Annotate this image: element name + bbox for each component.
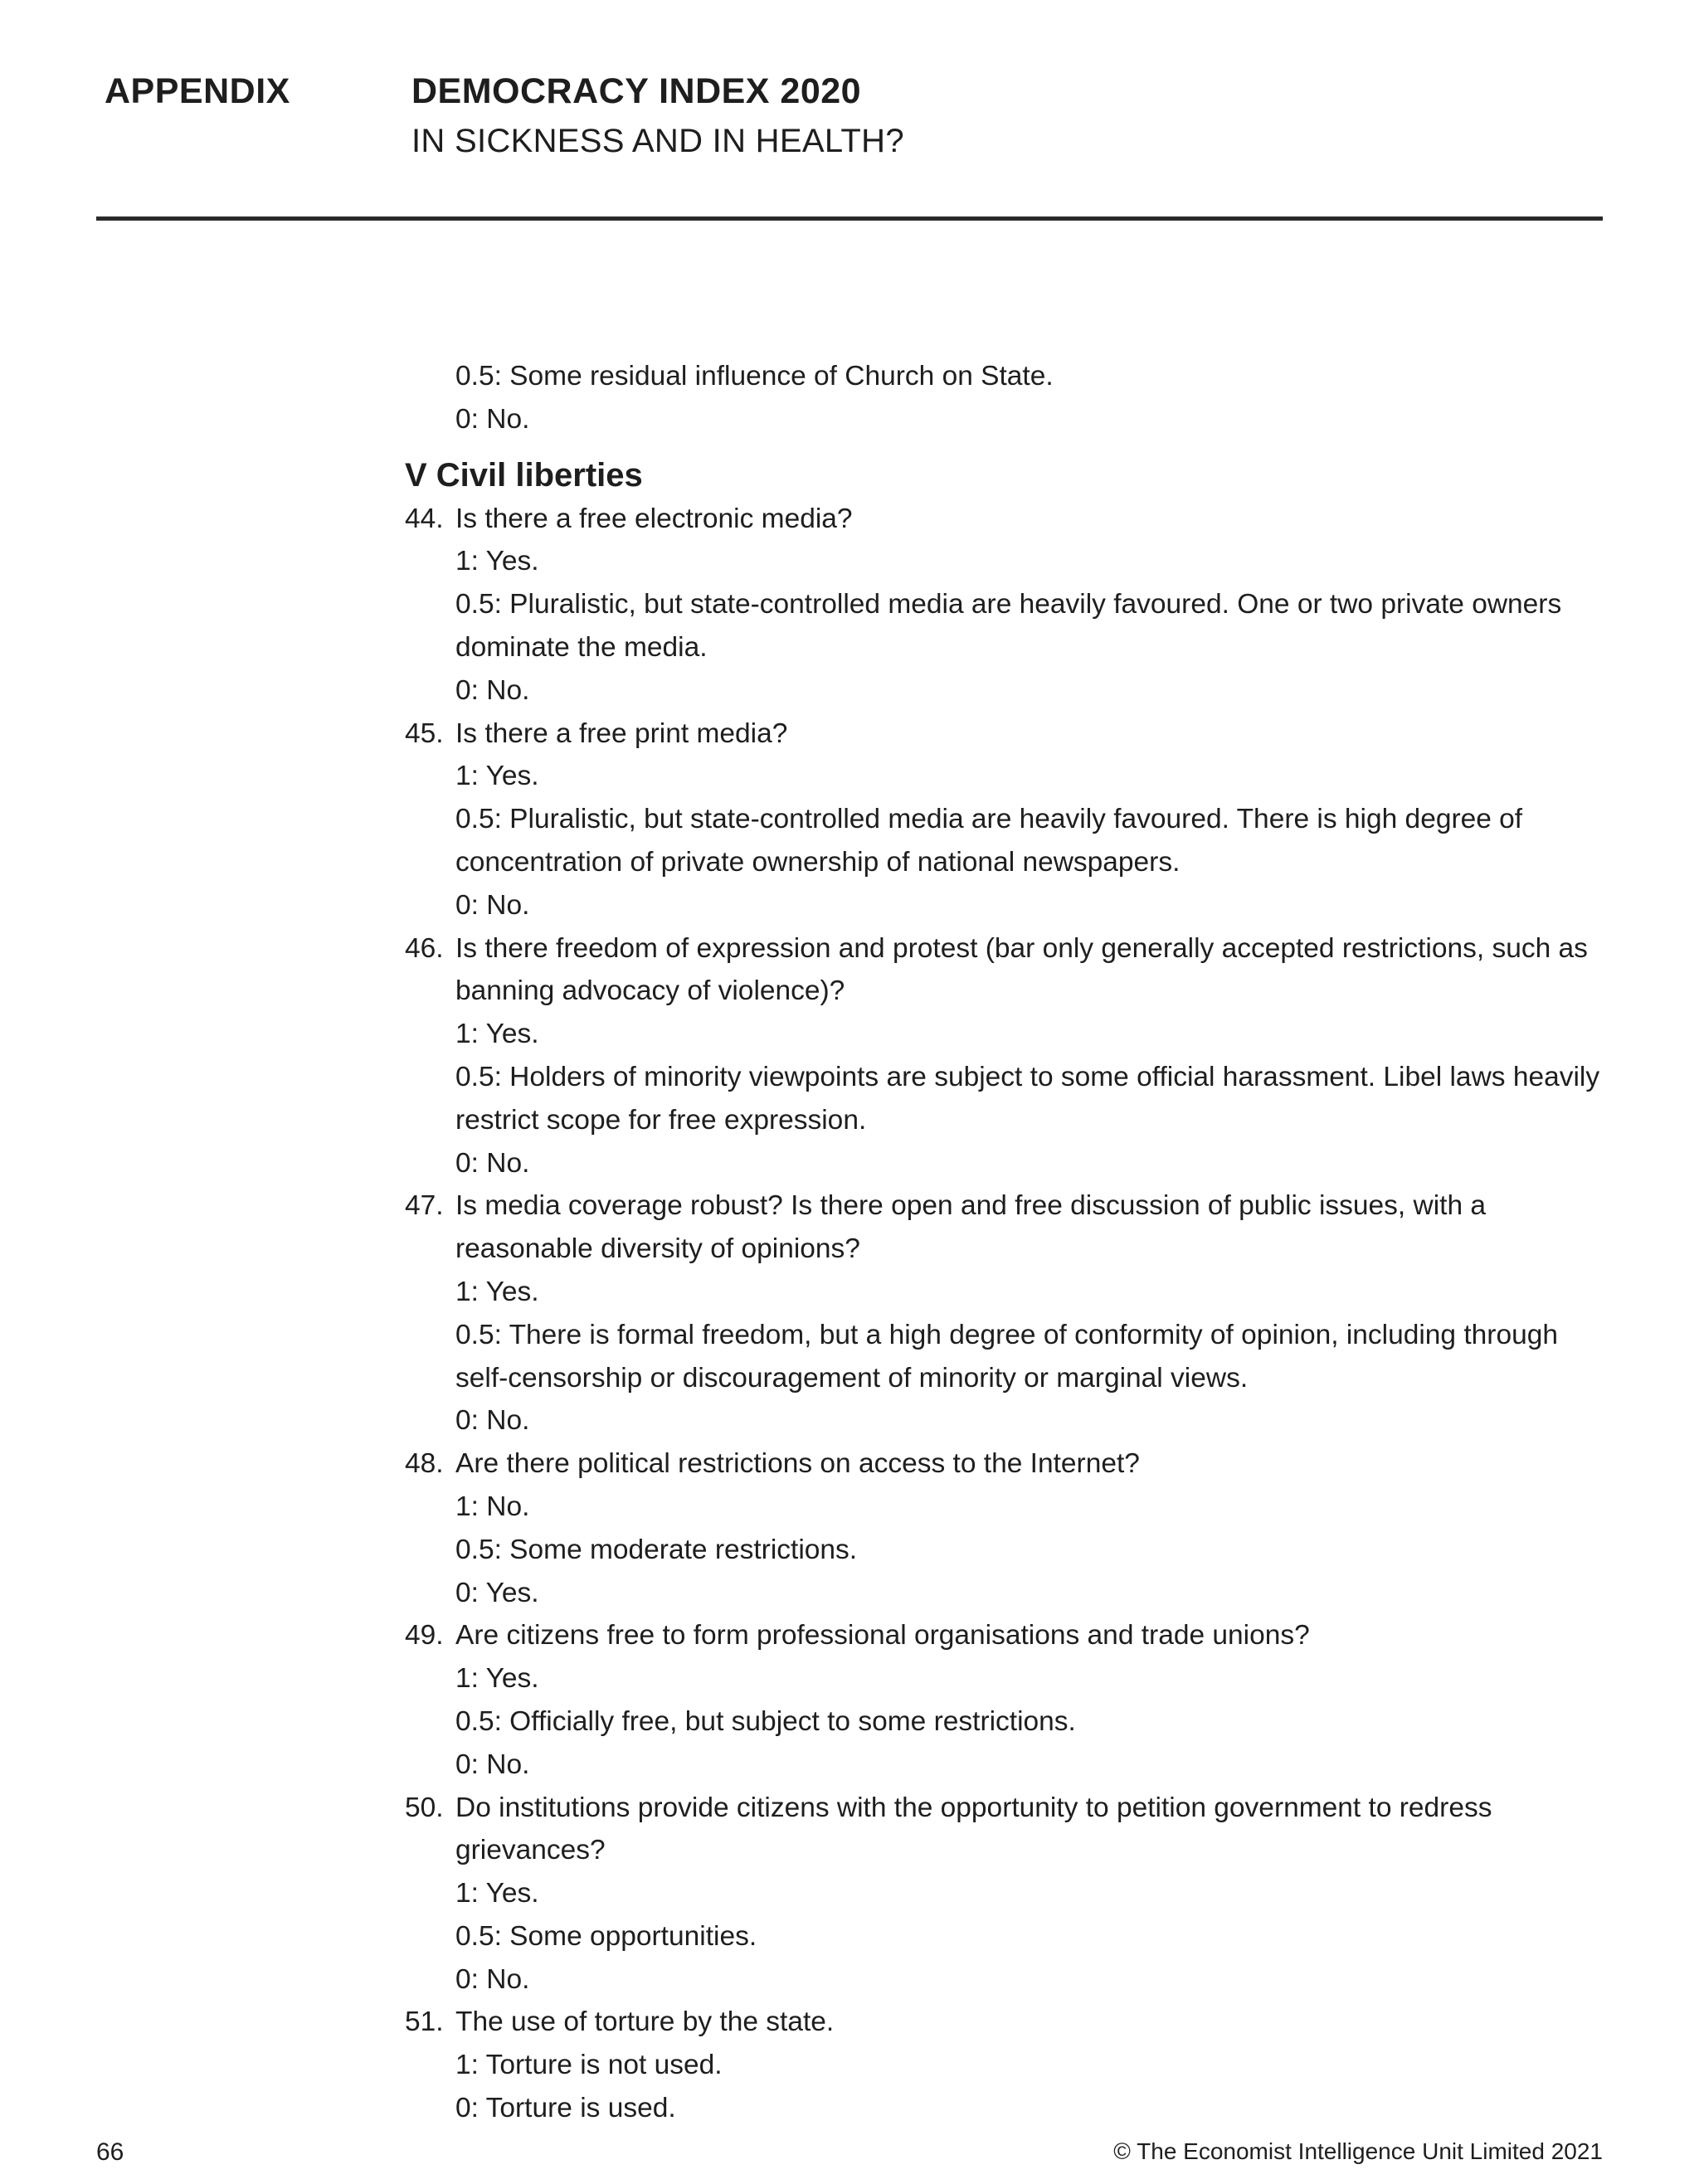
question-text: Is there a free electronic media? (455, 503, 853, 534)
answer-option: 0.5: Some moderate restrictions. (455, 1534, 858, 1565)
answer-option: 0.5: Pluralistic, but state-controlled media are heavily favoured. One or two private owners dominate the media. (455, 589, 1562, 663)
answer-option: 1: Yes. (455, 546, 539, 577)
question-item (405, 2001, 1608, 2044)
question-number: 44. (405, 503, 444, 534)
question-text: Are citizens free to form professional organisations and trade unions? (455, 1620, 1310, 1651)
question-number: 50. (405, 1792, 444, 1823)
answer-option: 1: Yes. (455, 1276, 539, 1307)
question-item (405, 1184, 1608, 1271)
answer-option: 0: No. (455, 674, 530, 706)
answer-option: 1: Yes. (455, 1019, 539, 1050)
question-item (405, 713, 1608, 756)
answer-option: 0: No. (455, 1405, 530, 1437)
question-item (405, 927, 1608, 1014)
answer-option: 1: Yes. (455, 761, 539, 792)
question-number: 45. (405, 717, 444, 749)
section-label: APPENDIX (105, 71, 290, 111)
question-text: Do institutions provide citizens with the opportunity to petition government to redress grievances? (455, 1792, 1492, 1866)
question-text: Are there political restrictions on access to the Internet? (455, 1448, 1140, 1480)
section-heading: V Civil liberties (405, 456, 643, 494)
header-divider (96, 216, 1603, 221)
answer-option: 0: No. (455, 889, 530, 921)
copyright-notice: © The Economist Intelligence Unit Limited 2021 (1113, 2138, 1603, 2164)
continuation-answer: 0: No. (455, 403, 530, 435)
question-number: 48. (405, 1448, 444, 1480)
answer-option: 0: No. (455, 1963, 530, 1995)
question-item (405, 1614, 1608, 1657)
question-item (405, 498, 1608, 541)
answer-option: 0.5: Holders of minority viewpoints are subject to some official harassment. Libel laws heavily restrict scope for free expression. (455, 1061, 1600, 1136)
document-subtitle: IN SICKNESS AND IN HEALTH? (411, 123, 904, 159)
question-number: 47. (405, 1190, 444, 1222)
continuation-answer: 0.5: Some residual influence of Church on State. (455, 361, 1054, 392)
answer-option: 0.5: Officially free, but subject to some restrictions. (455, 1705, 1076, 1737)
answer-option: 0.5: Pluralistic, but state-controlled media are heavily favoured. There is high degree of concentration of private ownership of national newspapers. (455, 804, 1523, 878)
answer-option: 0.5: There is formal freedom, but a high degree of conformity of opinion, including through self-censorship or discouragement of minority or marginal views. (455, 1319, 1558, 1394)
question-item (405, 1787, 1608, 1873)
page-number: 66 (96, 2138, 124, 2166)
question-text: The use of torture by the state. (455, 2006, 835, 2038)
question-text: Is there a free print media? (455, 717, 788, 749)
question-number: 46. (405, 932, 444, 964)
page-body (405, 355, 1608, 2130)
answer-option: 0: No. (455, 1147, 530, 1179)
question-number: 51. (405, 2006, 444, 2038)
answer-option: 1: Yes. (455, 1878, 539, 1909)
answer-option: 1: No. (455, 1491, 530, 1522)
answer-option: 0: No. (455, 1749, 530, 1780)
answer-option: 1: Yes. (455, 1663, 539, 1695)
answer-option: 0: Yes. (455, 1577, 539, 1608)
question-text: Is there freedom of expression and protest (bar only generally accepted restrictions, such as banning advocacy of violence)? (455, 932, 1588, 1007)
document-title: DEMOCRACY INDEX 2020 (411, 71, 862, 111)
question-item (405, 1442, 1608, 1486)
question-text: Is media coverage robust? Is there open and free discussion of public issues, with a reasonable diversity of opinions? (455, 1190, 1487, 1265)
answer-option: 0: Torture is used. (455, 2093, 676, 2124)
question-number: 49. (405, 1620, 444, 1651)
answer-option: 1: Torture is not used. (455, 2050, 723, 2081)
answer-option: 0.5: Some opportunities. (455, 1920, 757, 1952)
